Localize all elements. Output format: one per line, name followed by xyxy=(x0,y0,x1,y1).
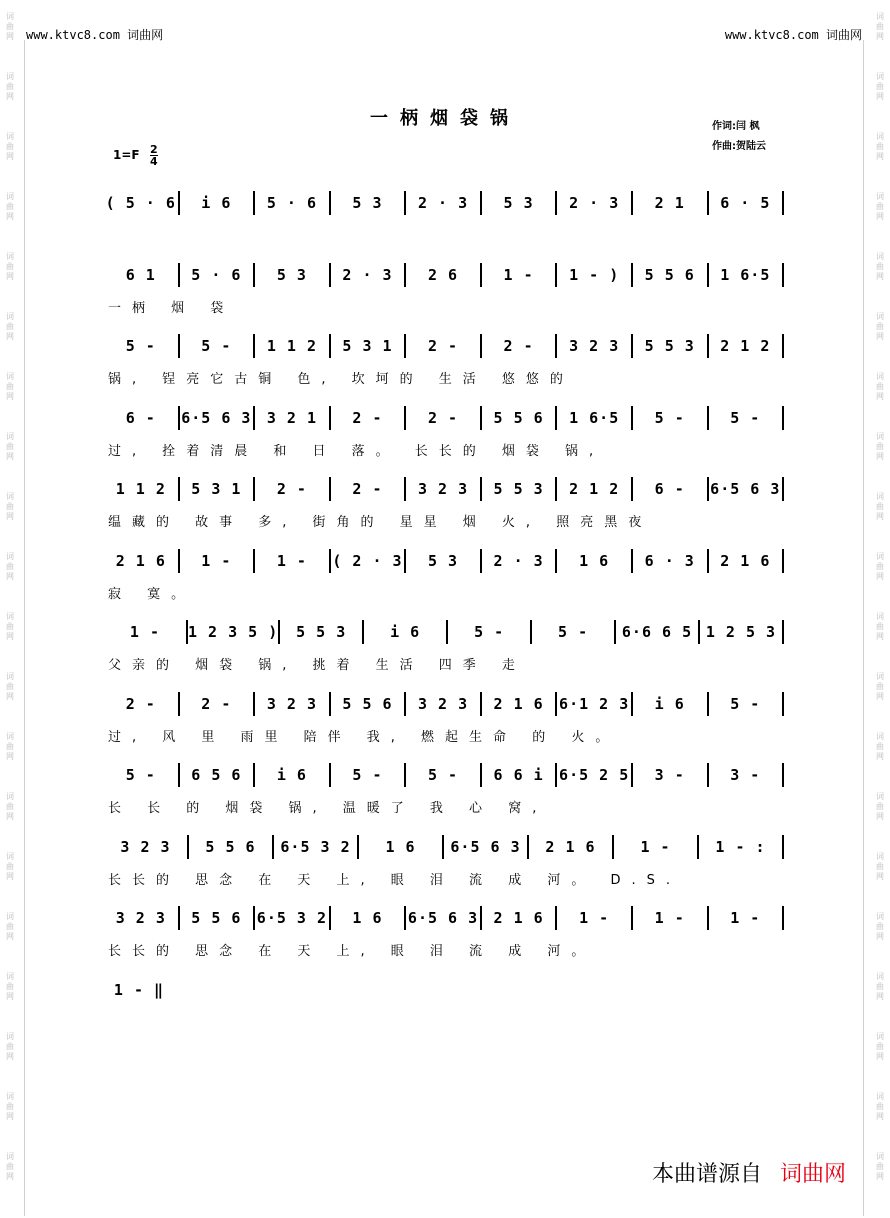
watermark-char: 曲 xyxy=(876,142,884,151)
watermark-char: 词 xyxy=(6,1092,14,1101)
measure: 5 - xyxy=(558,623,589,641)
bar-line xyxy=(782,692,784,716)
watermark-char: 曲 xyxy=(876,82,884,91)
measure: 6·5 6 3 xyxy=(181,408,252,427)
watermark-char: 网 xyxy=(6,932,14,941)
watermark-char: 曲 xyxy=(6,322,14,331)
measure: 1 - : xyxy=(715,837,766,856)
watermark-char: 曲 xyxy=(6,1042,14,1051)
measure: ( 5 · 6 xyxy=(105,194,176,212)
score-row xyxy=(0,263,890,333)
measure: 2 · 3 xyxy=(493,551,544,570)
song-title: 一柄烟袋锅 xyxy=(370,108,520,129)
measure: 5 - xyxy=(427,766,459,784)
watermark-char: 网 xyxy=(876,812,884,821)
watermark-char: 网 xyxy=(6,992,14,1001)
bar-line xyxy=(782,549,784,573)
watermark-char: 词 xyxy=(876,372,884,381)
watermark-char: 词 xyxy=(876,252,884,261)
measure: 6·6 6 5 xyxy=(621,623,693,641)
watermark-char: 词 xyxy=(876,492,884,501)
watermark-char: 曲 xyxy=(876,1042,884,1051)
watermark-char: 网 xyxy=(876,1172,884,1181)
measure: 2 - xyxy=(201,694,232,713)
measure: 1 - xyxy=(129,623,161,641)
measure: 1 - xyxy=(654,909,685,927)
watermark-char: 网 xyxy=(876,752,884,761)
time-signature xyxy=(150,144,158,167)
watermark-char: 词 xyxy=(6,912,14,921)
watermark-char: 词 xyxy=(6,12,14,21)
watermark-char: 词 xyxy=(6,612,14,621)
measure: 2 · 3 xyxy=(342,265,393,284)
watermark-char: 词 xyxy=(6,1032,14,1041)
watermark-char: 曲 xyxy=(876,1102,884,1111)
measure: 1 - xyxy=(276,551,307,570)
watermark-char: 词 xyxy=(876,912,884,921)
watermark-char: 曲 xyxy=(6,502,14,511)
watermark-char: 网 xyxy=(876,692,884,701)
measure: 2 1 6 xyxy=(545,837,596,856)
watermark-char: 曲 xyxy=(876,442,884,451)
watermark-char: 网 xyxy=(6,1172,14,1181)
watermark-char: 词 xyxy=(876,972,884,981)
notes-line xyxy=(104,906,784,930)
watermark-char: 曲 xyxy=(6,862,14,871)
watermark-char: 曲 xyxy=(6,142,14,151)
measure: 3 2 3 xyxy=(417,694,469,713)
watermark-char: 网 xyxy=(876,392,884,401)
watermark-char: 词 xyxy=(876,552,884,561)
measure: 5 - xyxy=(730,408,761,427)
measure: 2 - xyxy=(503,337,534,355)
measure: 5 3 xyxy=(352,194,383,212)
score-row xyxy=(0,191,890,261)
watermark-char: 网 xyxy=(876,1112,884,1121)
measure: 1 - xyxy=(640,837,671,856)
measure: 5 3 1 xyxy=(191,480,242,498)
measure: 5 - xyxy=(352,766,383,784)
measure: 6·5 2 5 xyxy=(559,766,630,784)
measure: 2 1 xyxy=(654,194,685,212)
watermark-char: 曲 xyxy=(6,922,14,931)
measure: 5 3 xyxy=(276,265,307,284)
watermark-char: 词 xyxy=(876,1152,884,1161)
measure: 5 - xyxy=(125,766,156,784)
watermark-char: 曲 xyxy=(6,982,14,991)
watermark-char: 网 xyxy=(6,1112,14,1121)
measure: 1 2 5 3 xyxy=(705,623,777,641)
measure: 1 6 xyxy=(352,909,383,927)
measure: 5 · 6 xyxy=(266,194,317,212)
watermark-char: 网 xyxy=(6,692,14,701)
watermark-char: 网 xyxy=(876,992,884,1001)
measure: 3 - xyxy=(730,766,761,784)
bar-line xyxy=(782,263,784,287)
footer-source-label: 本曲谱源自 xyxy=(651,1162,762,1187)
watermark-char: 曲 xyxy=(876,562,884,571)
measure: 1 6 xyxy=(385,837,416,856)
score-row xyxy=(0,906,890,976)
watermark-char: 网 xyxy=(876,452,884,461)
watermark-char: 曲 xyxy=(6,1102,14,1111)
watermark-char: 网 xyxy=(876,332,884,341)
watermark-char: 词 xyxy=(876,792,884,801)
watermark-char: 曲 xyxy=(876,322,884,331)
measure: 5 5 6 xyxy=(493,408,544,427)
measure: i 6 xyxy=(654,694,685,713)
watermark-char: 曲 xyxy=(6,622,14,631)
bar-line xyxy=(782,835,784,859)
watermark-char: 词 xyxy=(876,192,884,201)
lyrics-line: 锅, 锃亮它古铜 色, 坎坷的 生活 悠悠的 xyxy=(108,372,574,387)
top-right-url: www.ktvc8.com 词曲网 xyxy=(724,28,862,42)
watermark-char: 曲 xyxy=(876,622,884,631)
score-row xyxy=(0,406,890,476)
time-sig-top: 2 xyxy=(150,143,158,156)
watermark-char: 词 xyxy=(876,852,884,861)
notes-line xyxy=(104,978,174,1002)
watermark-char: 词 xyxy=(876,672,884,681)
bar-line xyxy=(782,620,784,644)
measure: 6 · 3 xyxy=(644,551,695,570)
watermark-char: 曲 xyxy=(876,982,884,991)
measure: i 6 xyxy=(276,766,307,784)
notes-line xyxy=(104,620,784,644)
measure: 6·5 3 2 xyxy=(256,909,328,927)
composer-credit: 作曲:贺陆云 xyxy=(712,141,766,152)
measure: 6·5 6 3 xyxy=(450,837,521,856)
measure: 5 · 6 xyxy=(191,265,242,284)
notes-line xyxy=(104,763,784,787)
measure: 2 1 2 xyxy=(720,337,771,355)
time-sig-bottom: 4 xyxy=(150,155,158,168)
watermark-char: 词 xyxy=(6,1152,14,1161)
measure: i 6 xyxy=(201,194,232,212)
measure: 6 - xyxy=(125,408,156,427)
watermark-char: 曲 xyxy=(6,1162,14,1171)
measure: 1 1 2 xyxy=(115,480,166,498)
watermark-char: 网 xyxy=(6,332,14,341)
measure: i 6 xyxy=(390,623,421,641)
lyrics-line: 寂 寞。 xyxy=(108,586,196,602)
watermark-char: 曲 xyxy=(876,262,884,271)
watermark-char: 曲 xyxy=(6,82,14,91)
measure: 5 3 xyxy=(503,194,534,212)
measure: 6·5 6 3 xyxy=(710,480,781,498)
measure: 6 1 xyxy=(125,265,156,284)
measure: 5 3 xyxy=(427,551,459,570)
watermark-char: 词 xyxy=(876,12,884,21)
watermark-char: 网 xyxy=(6,752,14,761)
watermark-char: 曲 xyxy=(876,802,884,811)
lyrics-line: 一柄 烟 袋 xyxy=(108,300,235,316)
lyrics-line: 父亲的 烟袋 锅, 挑着 生活 四季 走 xyxy=(108,658,526,673)
watermark-char: 网 xyxy=(6,152,14,161)
measure: 5 - xyxy=(125,337,156,355)
measure: 5 5 6 xyxy=(191,909,242,927)
measure: 2 · 3 xyxy=(417,194,469,212)
measure: 5 5 6 xyxy=(644,265,695,284)
measure: 6 - xyxy=(654,480,685,498)
watermark-char: 词 xyxy=(6,792,14,801)
measure: 2 1 6 xyxy=(493,694,544,713)
watermark-char: 网 xyxy=(6,572,14,581)
watermark-char: 词 xyxy=(876,612,884,621)
watermark-char: 网 xyxy=(6,1052,14,1061)
lyrics-line: 缊藏的 故事 多, 街角的 星星 烟 火, 照亮黑夜 xyxy=(108,515,653,530)
watermark-char: 网 xyxy=(6,212,14,221)
watermark-char: 词 xyxy=(6,552,14,561)
measure: 3 2 3 xyxy=(115,909,166,927)
watermark-char: 网 xyxy=(876,932,884,941)
measure: 3 2 3 xyxy=(569,337,620,355)
measure: 6 · 5 xyxy=(720,194,771,212)
watermark-char: 网 xyxy=(6,392,14,401)
notes-line xyxy=(104,549,784,573)
measure: 2 6 xyxy=(427,265,459,284)
footer-brand: 词曲网 xyxy=(779,1162,846,1187)
watermark-char: 词 xyxy=(6,72,14,81)
watermark-char: 网 xyxy=(6,32,14,41)
measure: 6 5 6 xyxy=(191,766,242,784)
score-row xyxy=(0,477,890,547)
watermark-char: 曲 xyxy=(876,202,884,211)
measure: 3 2 3 xyxy=(266,694,317,713)
watermark-char: 网 xyxy=(6,512,14,521)
watermark-char: 曲 xyxy=(6,682,14,691)
watermark-char: 网 xyxy=(876,872,884,881)
watermark-char: 曲 xyxy=(876,922,884,931)
watermark-char: 网 xyxy=(6,812,14,821)
measure: ( 2 · 3 xyxy=(332,551,403,570)
measure: 1 6·5 xyxy=(569,408,620,427)
measure: 2 - xyxy=(352,408,383,427)
watermark-char: 词 xyxy=(6,852,14,861)
measure: 1 - xyxy=(201,551,232,570)
watermark-char: 词 xyxy=(6,672,14,681)
top-left-url: www.ktvc8.com 词曲网 xyxy=(26,28,164,42)
measure: 6·5 3 2 xyxy=(280,837,351,856)
bar-line xyxy=(782,191,784,215)
measure: 1 - ) xyxy=(569,265,620,284)
measure: 2 1 6 xyxy=(493,909,544,927)
notes-line xyxy=(104,263,784,287)
lyrics-line: 长长的 思念 在 天 上, 眼 泪 流 成 河。 D.S. xyxy=(108,872,681,888)
watermark-char: 词 xyxy=(6,732,14,741)
watermark-char: 词 xyxy=(6,192,14,201)
watermark-char: 网 xyxy=(876,212,884,221)
score-row xyxy=(0,692,890,762)
bar-line xyxy=(782,406,784,430)
watermark-char: 网 xyxy=(6,92,14,101)
measure: 5 5 3 xyxy=(493,480,544,498)
watermark-char: 曲 xyxy=(6,742,14,751)
measure: 6·5 6 3 xyxy=(407,909,479,927)
watermark-char: 网 xyxy=(876,272,884,281)
watermark-char: 网 xyxy=(876,1052,884,1061)
watermark-char: 词 xyxy=(876,72,884,81)
watermark-char: 词 xyxy=(6,252,14,261)
watermark-char: 词 xyxy=(6,432,14,441)
measure: 1 6 xyxy=(579,551,610,570)
measure: 2 · 3 xyxy=(569,194,620,212)
watermark-char: 词 xyxy=(876,1032,884,1041)
score-row xyxy=(0,549,890,619)
measure: 2 1 2 xyxy=(569,480,620,498)
watermark-char: 网 xyxy=(876,92,884,101)
notes-line xyxy=(104,334,784,358)
watermark-char: 曲 xyxy=(876,742,884,751)
watermark-char: 曲 xyxy=(876,682,884,691)
watermark-char: 网 xyxy=(6,272,14,281)
watermark-char: 网 xyxy=(6,452,14,461)
measure: 5 - xyxy=(201,337,232,355)
watermark-char: 词 xyxy=(6,492,14,501)
measure: 5 3 1 xyxy=(342,337,393,355)
measure: 5 - xyxy=(474,623,505,641)
lyrics-line: 过, 风 里 雨里 陪伴 我, 燃起生命 的 火。 xyxy=(108,729,620,745)
lyricist-credit: 作词:闫 枫 xyxy=(712,121,760,132)
measure: 5 5 3 xyxy=(644,337,695,355)
lyrics-line: 过, 拴着清晨 和 日 落。 长长的 烟袋 锅, xyxy=(108,443,605,459)
measure: 3 2 1 xyxy=(266,408,317,427)
watermark-char: 曲 xyxy=(6,262,14,271)
measure: 2 - xyxy=(427,408,459,427)
watermark-char: 词 xyxy=(876,432,884,441)
watermark-char: 词 xyxy=(6,312,14,321)
watermark-char: 网 xyxy=(876,632,884,641)
measure: 6·1 2 3 xyxy=(559,694,630,713)
footer-source xyxy=(652,1157,846,1188)
measure: 2 1 6 xyxy=(115,551,166,570)
watermark-char: 曲 xyxy=(6,22,14,31)
watermark-char: 曲 xyxy=(876,382,884,391)
watermark-char: 曲 xyxy=(6,562,14,571)
lyrics-line: 长 长 的 烟袋 锅, 温暖了 我 心 窝, xyxy=(108,801,548,816)
score-row xyxy=(0,763,890,833)
watermark-char: 网 xyxy=(6,872,14,881)
measure: 2 - xyxy=(427,337,459,355)
measure: 1 - xyxy=(579,909,610,927)
watermark-char: 曲 xyxy=(876,862,884,871)
watermark-char: 词 xyxy=(876,132,884,141)
measure: 2 - xyxy=(352,480,383,498)
score-row xyxy=(0,978,890,1048)
watermark-char: 网 xyxy=(876,512,884,521)
measure: 1 - ‖ xyxy=(113,980,165,999)
watermark-char: 曲 xyxy=(876,22,884,31)
notes-line xyxy=(104,191,784,215)
bar-line xyxy=(782,763,784,787)
watermark-char: 曲 xyxy=(6,442,14,451)
score-row xyxy=(0,334,890,404)
watermark-char: 曲 xyxy=(6,202,14,211)
bar-line xyxy=(782,906,784,930)
watermark-char: 网 xyxy=(876,32,884,41)
score-row xyxy=(0,620,890,690)
watermark-char: 词 xyxy=(6,132,14,141)
watermark-char: 词 xyxy=(6,972,14,981)
measure: 5 5 3 xyxy=(296,623,347,641)
watermark-char: 词 xyxy=(6,372,14,381)
measure: 5 - xyxy=(654,408,685,427)
watermark-char: 曲 xyxy=(6,382,14,391)
watermark-char: 网 xyxy=(876,572,884,581)
notes-line xyxy=(104,835,784,859)
measure: 2 - xyxy=(276,480,307,498)
measure: 1 6·5 xyxy=(720,265,771,284)
score-row xyxy=(0,835,890,905)
watermark-char: 曲 xyxy=(6,802,14,811)
watermark-char: 词 xyxy=(876,312,884,321)
watermark-char: 网 xyxy=(876,152,884,161)
measure: 1 - xyxy=(730,909,761,927)
measure: 1 1 2 xyxy=(266,337,317,355)
notes-line xyxy=(104,692,784,716)
lyrics-line: 长长的 思念 在 天 上, 眼 泪 流 成 河。 xyxy=(108,944,596,959)
measure: 5 5 6 xyxy=(342,694,393,713)
notes-line xyxy=(104,406,784,430)
measure: 5 - xyxy=(730,694,761,713)
key-signature: 1=F xyxy=(113,148,140,162)
bar-line xyxy=(782,477,784,501)
measure: 1 2 3 5 ) xyxy=(187,623,279,641)
watermark-char: 词 xyxy=(876,732,884,741)
notes-line xyxy=(104,477,784,501)
measure: 5 5 6 xyxy=(205,837,256,856)
measure: 3 2 3 xyxy=(417,480,469,498)
measure: 1 - xyxy=(503,265,534,284)
measure: 3 - xyxy=(654,766,685,784)
watermark-char: 词 xyxy=(876,1092,884,1101)
measure: 2 1 6 xyxy=(720,551,771,570)
measure: 3 2 3 xyxy=(120,837,171,856)
watermark-char: 曲 xyxy=(876,1162,884,1171)
measure: 6 6 i xyxy=(493,766,544,784)
bar-line xyxy=(782,334,784,358)
measure: 2 - xyxy=(125,694,156,713)
watermark-char: 网 xyxy=(6,632,14,641)
watermark-char: 曲 xyxy=(876,502,884,511)
